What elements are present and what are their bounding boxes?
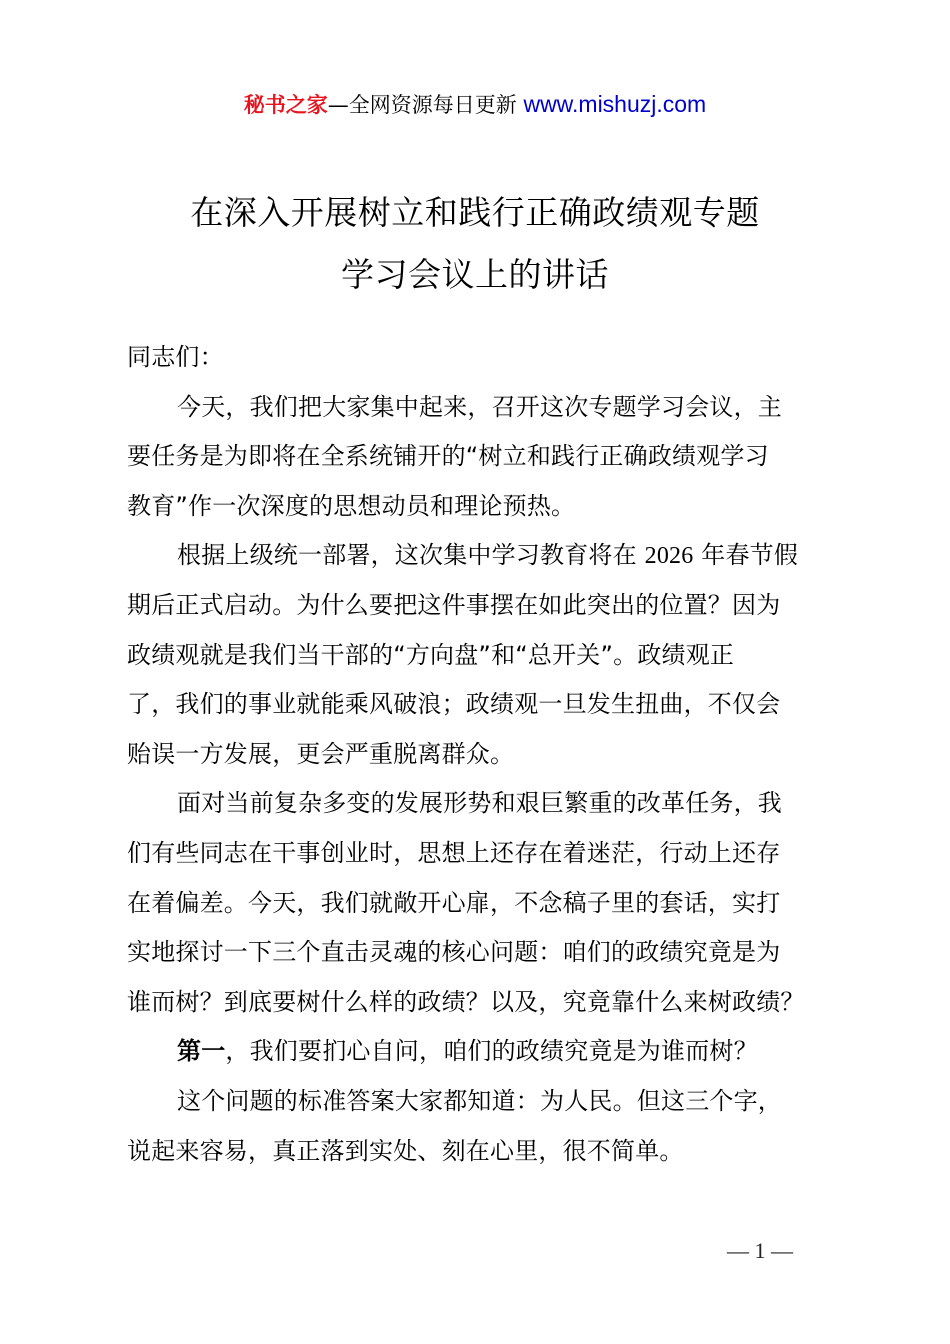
text-segment: 根据上级统一部署，这次集中学习教育将在 xyxy=(177,541,645,570)
section-lead-bold: 第一 xyxy=(177,1037,226,1066)
text-line: 了，我们的事业就能乘风破浪；政绩观一旦发生扭曲，不仅会 xyxy=(127,690,781,719)
text-line: 在着偏差。今天，我们就敞开心扉，不念稿子里的套话，实打 xyxy=(127,888,781,917)
text-line: 今天，我们把大家集中起来，召开这次专题学习会议，主 xyxy=(177,392,782,421)
brand-name: 秘书之家 xyxy=(243,93,328,117)
paragraph-3 xyxy=(127,779,837,1027)
page-number: — 1 — xyxy=(727,1238,793,1263)
text-line: 这个问题的标准答案大家都知道：为人民。但这三个字， xyxy=(177,1086,782,1115)
text-line: 说起来容易，真正落到实处、刻在心里，很不简单。 xyxy=(127,1136,684,1165)
text-line: 政绩观就是我们当干部的“方向盘”和“总开关”。政绩观正 xyxy=(127,640,735,669)
text-line: 面对当前复杂多变的发展形势和艰巨繁重的改革任务，我 xyxy=(177,789,782,818)
text-line: 教育”作一次深度的思想动员和理论预热。 xyxy=(127,491,576,520)
text-line: 要任务是为即将在全系统铺开的“树立和践行正确政绩观学习 xyxy=(127,442,769,471)
year-number: 2026 xyxy=(644,543,694,570)
document-body xyxy=(127,333,837,1176)
banner-slogan: —全网资源每日更新 xyxy=(327,93,524,117)
text-line: 贻误一方发展，更会严重脱离群众。 xyxy=(127,739,515,768)
salutation: 同志们： xyxy=(127,343,224,371)
site-url-link[interactable]: www.mishuzj.com xyxy=(523,91,707,117)
title-line-1: 在深入开展树立和践行正确政绩观专题 xyxy=(190,193,760,232)
paragraph-1 xyxy=(127,383,837,532)
document-title xyxy=(0,182,950,306)
paragraph-5 xyxy=(127,1077,837,1176)
paragraph-4-section-heading xyxy=(127,1027,837,1077)
site-banner xyxy=(0,88,950,121)
text-segment: ，我们要扪心自问，咱们的政绩究竟是为谁而树？ xyxy=(225,1037,758,1066)
text-line: 实地探讨一下三个直击灵魂的核心问题：咱们的政绩究竟是为 xyxy=(127,938,781,967)
title-line-2: 学习会议上的讲话 xyxy=(341,255,609,294)
text-line: 们有些同志在干事创业时，思想上还存在着迷茫，行动上还存 xyxy=(127,838,781,867)
text-line xyxy=(127,531,837,581)
text-line: 期后正式启动。为什么要把这件事摆在如此突出的位置？因为 xyxy=(127,590,781,619)
paragraph-2 xyxy=(127,531,837,779)
text-line xyxy=(127,1027,837,1077)
text-line: 谁而树？到底要树什么样的政绩？以及，究竟靠什么来树政绩？ xyxy=(127,987,805,1016)
text-segment: 年春节假 xyxy=(693,541,799,570)
